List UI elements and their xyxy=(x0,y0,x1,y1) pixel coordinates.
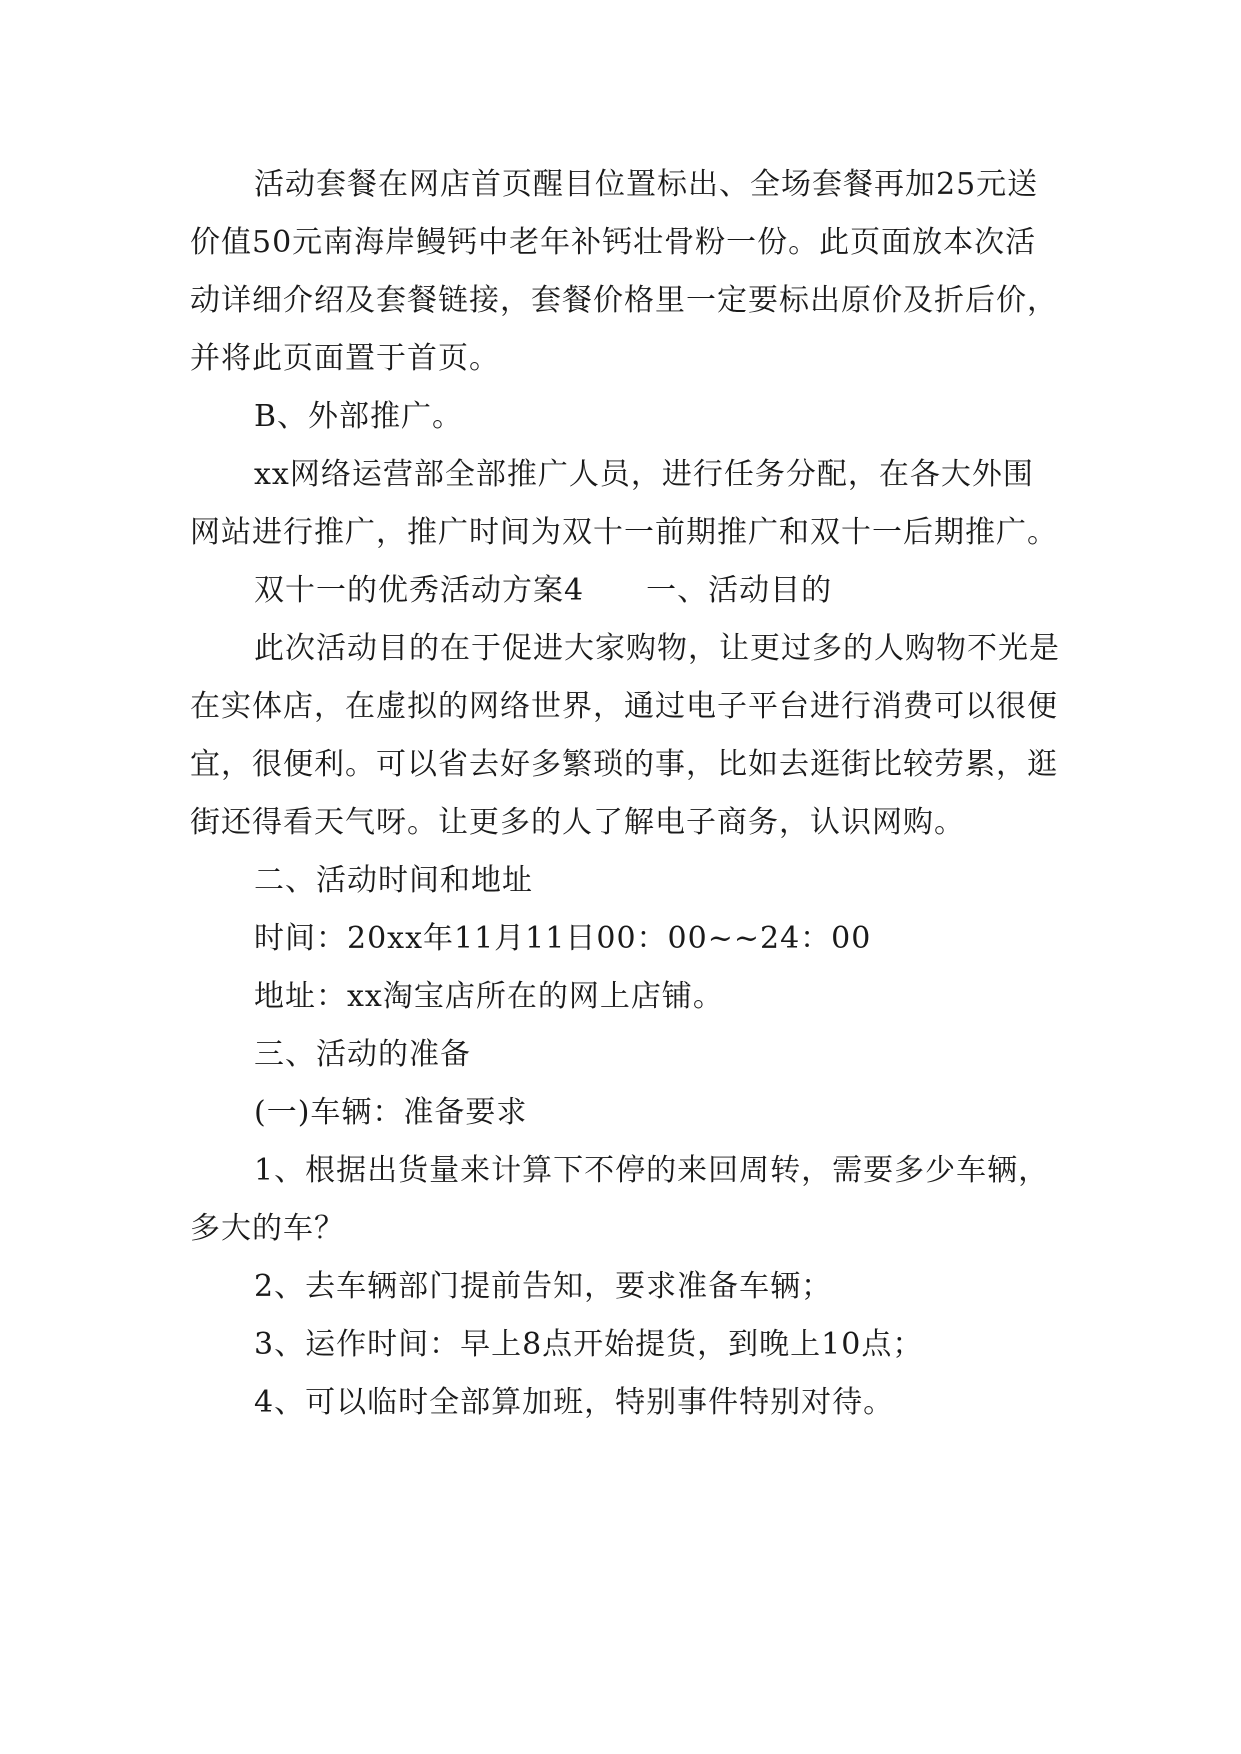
list-item-4: 4、可以临时全部算加班，特别事件特别对待。 xyxy=(254,1385,895,1420)
heading-vehicles: (一)车辆：准备要求 xyxy=(254,1095,528,1130)
paragraph-time: 时间：20xx年11月11日00：00~~24：00 xyxy=(254,921,872,956)
list-item-3: 3、运作时间：早上8点开始提货，到晚上10点； xyxy=(254,1327,924,1362)
document-body xyxy=(190,156,1060,1432)
paragraph-external-promotion-heading: B、外部推广。 xyxy=(254,399,464,434)
heading-preparation: 三、活动的准备 xyxy=(254,1037,471,1072)
list-item-1: 1、根据出货量来计算下不停的来回周转，需要多少车辆，多大的车？ xyxy=(190,1153,1050,1246)
list-item-2: 2、去车辆部门提前告知，要求准备车辆； xyxy=(254,1269,833,1304)
paragraph-promo-package: 活动套餐在网店首页醒目位置标出、全场套餐再加25元送价值50元南海岸鳗钙中老年补钙壮骨粉一份。此页面放本次活动详细介绍及套餐链接，套餐价格里一定要标出原价及折后价，并将此页面置于首页。 xyxy=(190,167,1058,376)
paragraph-external-promotion: xx网络运营部全部推广人员，进行任务分配，在各大外围网站进行推广，推广时间为双十一前期推广和双十一后期推广。 xyxy=(190,457,1058,550)
paragraph-activity-purpose: 此次活动目的在于促进大家购物，让更过多的人购物不光是在实体店，在虚拟的网络世界，通过电子平台进行消费可以很便宜，很便利。可以省去好多繁琐的事，比如去逛街比较劳累，逛街还得看天气呀。让更多的人了解电子商务，认识网购。 xyxy=(190,631,1060,840)
paragraph-plan-title: 双十一的优秀活动方案4 一、活动目的 xyxy=(254,573,833,608)
paragraph-address: 地址：xx淘宝店所在的网上店铺。 xyxy=(254,979,724,1014)
heading-time-and-address: 二、活动时间和地址 xyxy=(254,863,533,898)
